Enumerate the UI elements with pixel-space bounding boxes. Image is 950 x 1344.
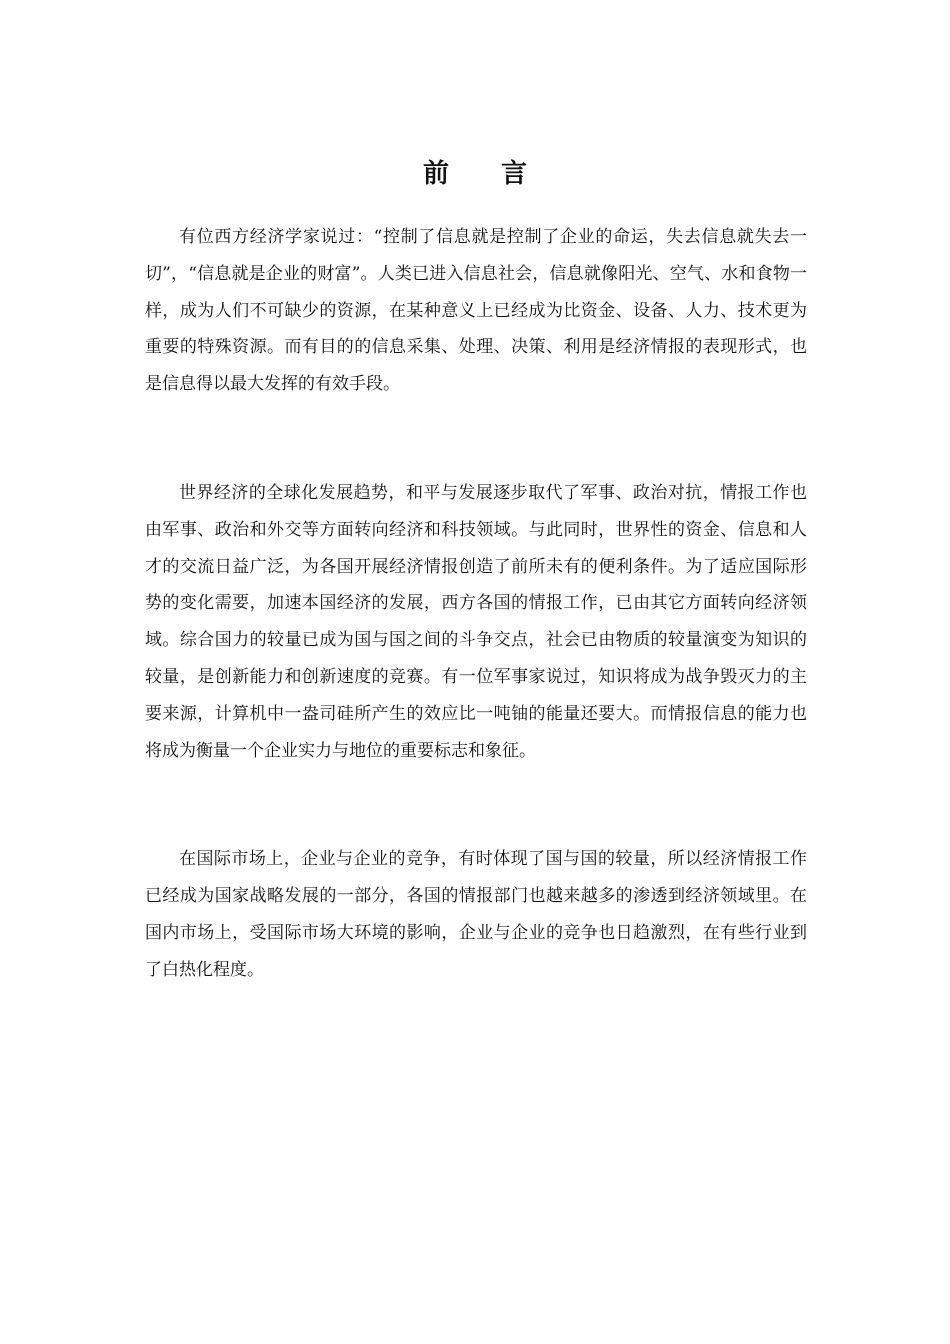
- page-title: [0, 154, 950, 194]
- paragraph-1: 有位西方经济学家说过：“控制了信息就是控制了企业的命运，失去信息就失去一切”，“信息就是企业的财富”。人类已进入信息社会，信息就像阳光、空气、水和食物一样，成为人们不可缺少的资源，在某种意义上已经成为比资金、设备、人力、技术更为重要的特殊资源。而有目的的信息采集、处理、决策、利用是经济情报的表现形式，也是信息得以最大发挥的有效手段。: [145, 227, 807, 395]
- document-body: [145, 219, 807, 989]
- paragraph-3: 在国际市场上，企业与企业的竞争，有时体现了国与国的较量，所以经济情报工作已经成为国家战略发展的一部分，各国的情报部门也越来越多的渗透到经济领域里。在国内市场上，受国际市场大环境的影响，企业与企业的竞争也日趋激烈，在有些行业到了白热化程度。: [145, 849, 807, 980]
- title-char-1: 前: [422, 159, 449, 189]
- title-char-2: 言: [501, 159, 528, 189]
- paragraph-2: 世界经济的全球化发展趋势，和平与发展逐步取代了军事、政治对抗，情报工作也由军事、政治和外交等方面转向经济和科技领域。与此同时，世界性的资金、信息和人才的交流日益广泛，为各国开展经济情报创造了前所未有的便利条件。为了适应国际形势的变化需要，加速本国经济的发展，西方各国的情报工作，已由其它方面转向经济领域。综合国力的较量已成为国与国之间的斗争交点，社会已由物质的较量演变为知识的较量，是创新能力和创新速度的竞赛。有一位军事家说过，知识将成为战争毁灭力的主要来源，计算机中一盎司硅所产生的效应比一吨铀的能量还要大。而情报信息的能力也将成为衡量一个企业实力与地位的重要标志和象征。: [145, 482, 807, 761]
